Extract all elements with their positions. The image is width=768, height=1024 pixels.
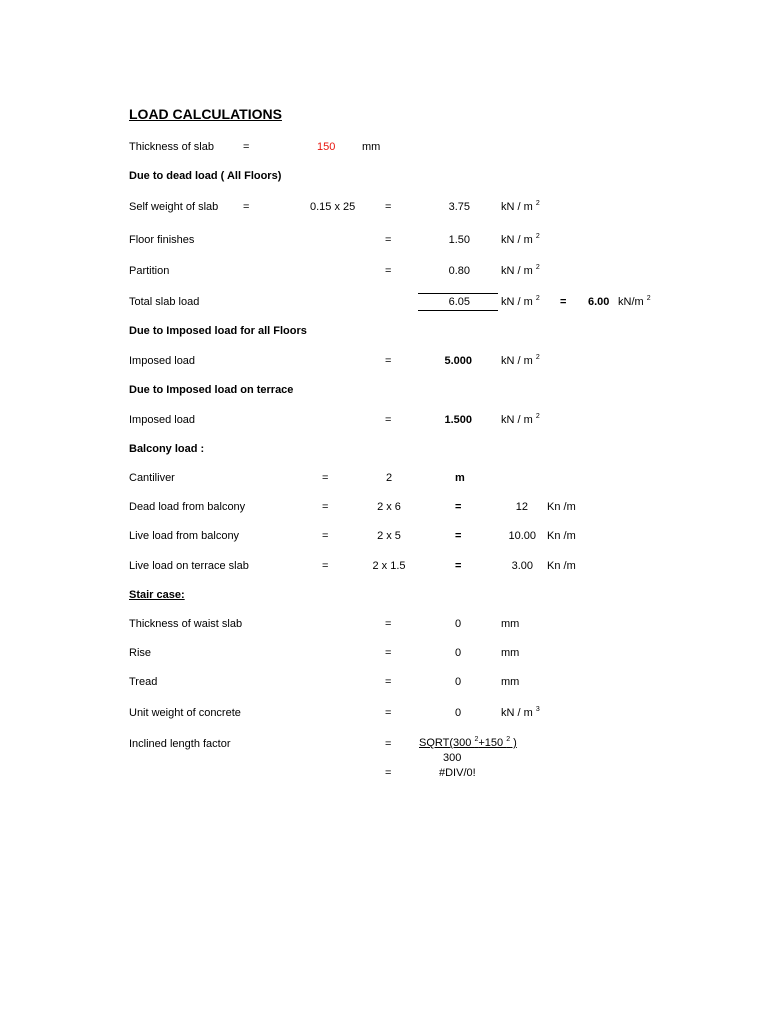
slab-thickness-eq: =: [243, 141, 250, 153]
balcony-row-unit: Kn /m: [547, 501, 576, 513]
inclined-result: #DIV/0!: [439, 767, 476, 779]
self-weight-expr: 0.15 x 25: [310, 201, 356, 213]
balcony-row-eq2: =: [455, 560, 462, 572]
imposed-terrace-unit: kN / m $^2$: [501, 413, 540, 426]
balcony-row-eq: =: [322, 530, 329, 542]
balcony-row-expr: 2 x 5: [377, 530, 401, 542]
balcony-row-label: Cantiliver: [129, 472, 175, 484]
stair-row-eq: =: [385, 676, 392, 688]
partition-unit: kN / m $^2$: [501, 264, 540, 277]
total-slab-value: 6.05: [448, 296, 470, 308]
partition-label: Partition: [129, 265, 170, 277]
balcony-row-label: Live load on terrace slab: [129, 560, 249, 572]
total-bottom-rule: [418, 310, 498, 311]
balcony-row-label: Dead load from balcony: [129, 501, 246, 513]
floor-finishes-label: Floor finishes: [129, 234, 195, 246]
stair-row-unit: kN / m $^3$: [501, 706, 540, 719]
dead-load-heading: Due to dead load ( All Floors): [129, 170, 282, 182]
self-weight-unit: kN / m $^2$: [501, 200, 540, 213]
imposed-terrace-heading: Due to Imposed load on terrace: [129, 384, 294, 396]
partition-value: 0.80: [448, 265, 470, 277]
balcony-row-value: 10.00: [508, 530, 536, 542]
self-weight-eq2: =: [385, 201, 392, 213]
total-slab-label: Total slab load: [129, 296, 200, 308]
imposed-all-label: Imposed load: [129, 355, 196, 367]
stair-row-eq: =: [385, 647, 392, 659]
total-slab-rounded-unit: kN/m $^2$: [618, 295, 651, 308]
inclined-denominator: 300: [443, 752, 462, 764]
floor-finishes-value: 1.50: [448, 234, 470, 246]
balcony-row-value: 12: [515, 501, 528, 513]
self-weight-eq: =: [243, 201, 250, 213]
floor-finishes-eq: =: [385, 234, 392, 246]
stair-heading: Stair case:: [129, 589, 185, 601]
balcony-row-eq2: =: [455, 530, 462, 542]
self-weight-value: 3.75: [448, 201, 470, 213]
stair-row-eq: =: [385, 707, 392, 719]
balcony-row-unit: Kn /m: [547, 560, 576, 572]
imposed-terrace-value: 1.500: [444, 414, 472, 426]
balcony-row-unit: Kn /m: [547, 530, 576, 542]
stair-row-label: Rise: [129, 647, 152, 659]
imposed-all-eq: =: [385, 355, 392, 367]
stair-row-value: 0: [454, 707, 462, 719]
total-slab-unit: kN / m $^2$: [501, 295, 540, 308]
page-title: LOAD CALCULATIONS: [129, 106, 282, 122]
stair-row-label: Thickness of waist slab: [129, 618, 243, 630]
stair-row-value: 0: [454, 647, 462, 659]
balcony-row-eq: =: [322, 472, 329, 484]
imposed-all-unit: kN / m $^2$: [501, 354, 540, 367]
balcony-row-value: m: [455, 472, 465, 484]
balcony-row-expr: 2 x 6: [377, 501, 401, 513]
balcony-row-expr: 2 x 1.5: [372, 560, 406, 572]
imposed-terrace-label: Imposed load: [129, 414, 196, 426]
slab-thickness-label: Thickness of slab: [129, 141, 214, 153]
slab-thickness-value: 150: [317, 141, 336, 153]
inclined-numerator: SQRT(300 $^2$+150 $^2$ ): [419, 736, 517, 749]
self-weight-label: Self weight of slab: [129, 201, 219, 213]
balcony-row-expr: 2: [385, 472, 393, 484]
stair-row-unit: mm: [501, 647, 520, 659]
partition-eq: =: [385, 265, 392, 277]
imposed-all-heading: Due to Imposed load for all Floors: [129, 325, 307, 337]
balcony-row-eq: =: [322, 501, 329, 513]
balcony-row-eq2: =: [455, 501, 462, 513]
stair-row-value: 0: [454, 618, 462, 630]
imposed-all-value: 5.000: [444, 355, 472, 367]
slab-thickness-unit: mm: [362, 141, 381, 153]
floor-finishes-unit: kN / m $^2$: [501, 233, 540, 246]
balcony-heading: Balcony load :: [129, 443, 205, 455]
imposed-terrace-eq: =: [385, 414, 392, 426]
stair-row-unit: mm: [501, 618, 520, 630]
stair-row-label: Unit weight of concrete: [129, 707, 241, 719]
total-slab-eq: =: [560, 296, 567, 308]
stair-row-value: 0: [454, 676, 462, 688]
stair-row-label: Tread: [129, 676, 158, 688]
stair-row-unit: mm: [501, 676, 520, 688]
inclined-label: Inclined length factor: [129, 738, 231, 750]
inclined-eq: =: [385, 738, 392, 750]
inclined-eq2: =: [385, 767, 392, 779]
total-top-rule: [418, 293, 498, 294]
balcony-row-eq: =: [322, 560, 329, 572]
balcony-row-label: Live load from balcony: [129, 530, 240, 542]
balcony-row-value: 3.00: [511, 560, 533, 572]
stair-row-eq: =: [385, 618, 392, 630]
total-slab-rounded: 6.00: [588, 296, 610, 308]
